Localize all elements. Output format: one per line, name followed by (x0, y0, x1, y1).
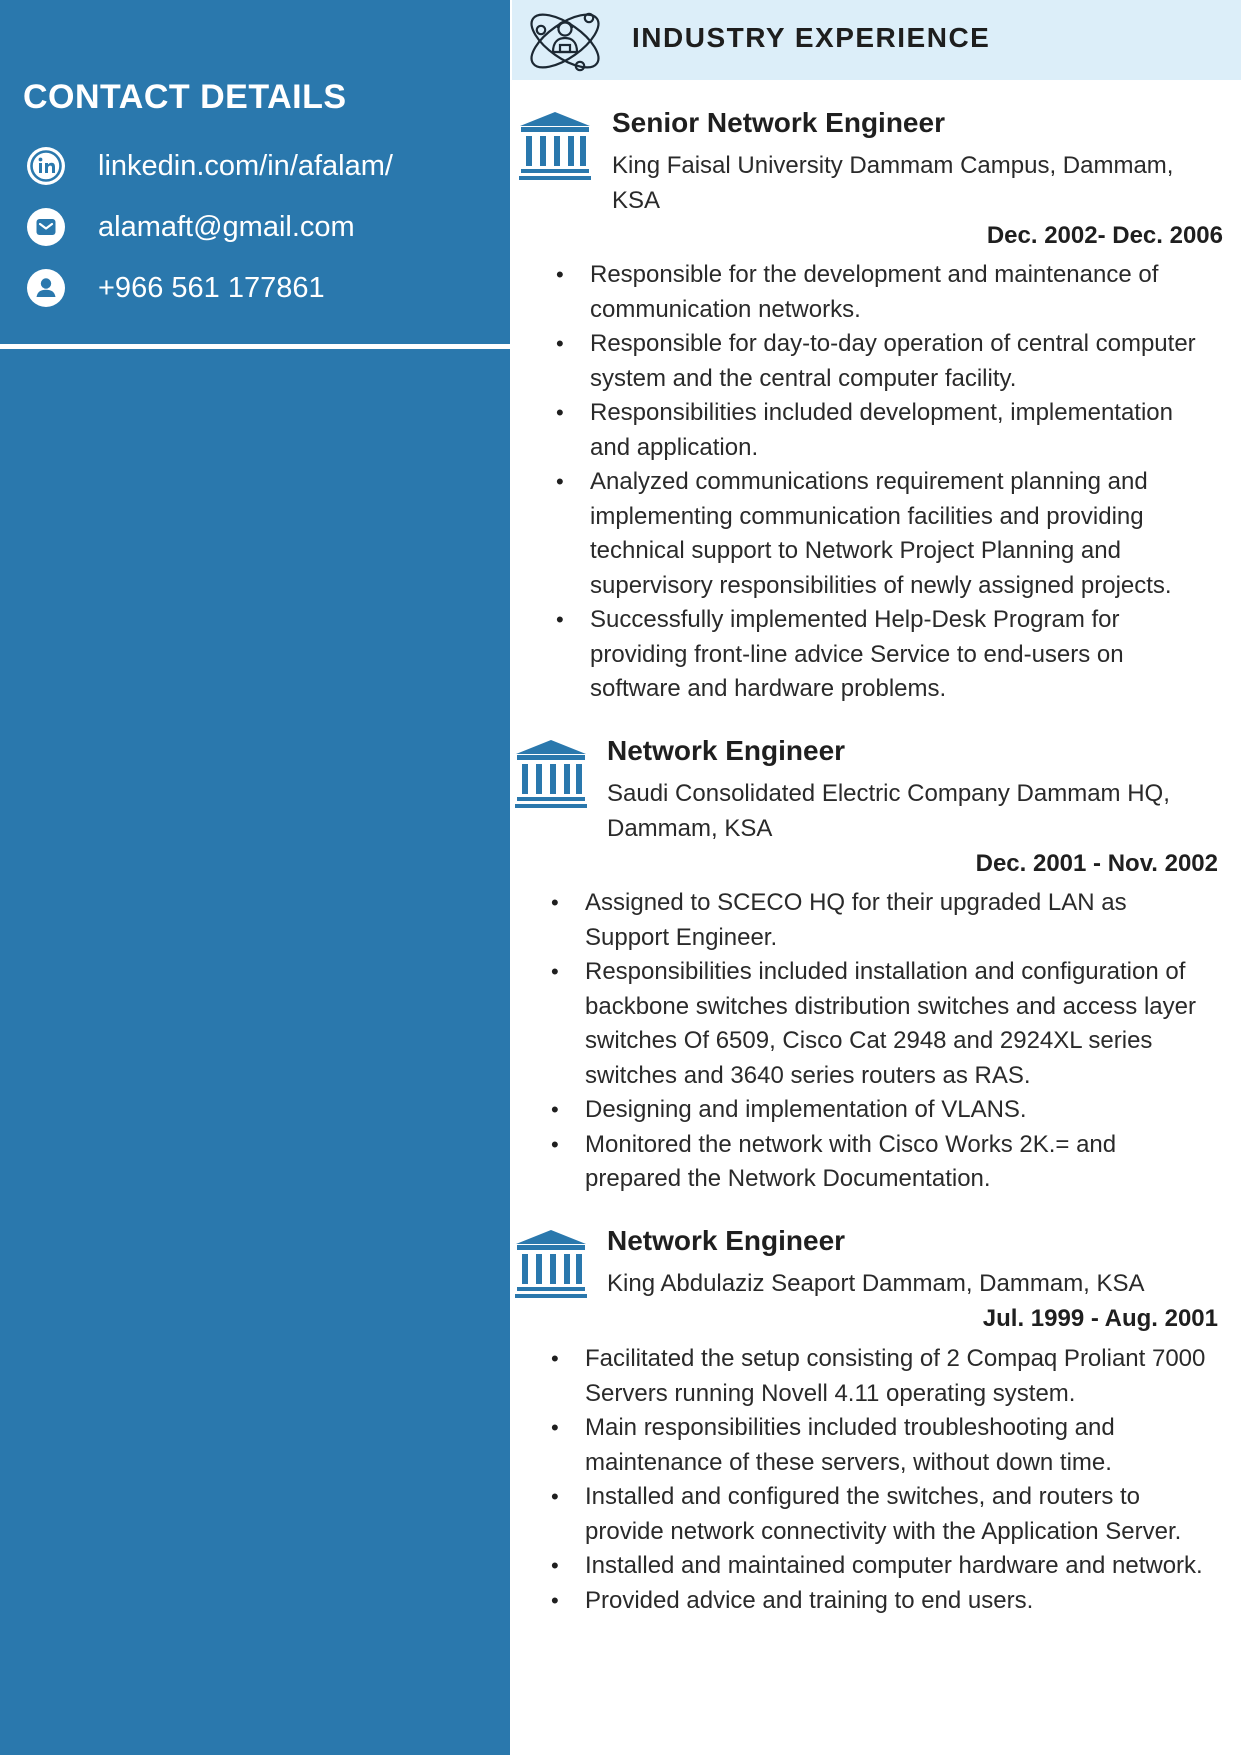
list-item: • Successfully implemented Help-Desk Program for providing front-line advice Service to end-users on software and hardware problems. (556, 603, 1216, 707)
phone-text[interactable]: +966 561 177861 (98, 271, 325, 304)
contact-email[interactable] (26, 207, 355, 247)
list-item: • Facilitated the setup consisting of 2 Compaq Proliant 7000 Servers running Novell 4.11 operating system. (551, 1342, 1223, 1411)
email-icon (26, 207, 66, 247)
contact-details-heading: CONTACT DETAILS (23, 78, 347, 116)
job-title: Network Engineer (607, 735, 846, 766)
email-text[interactable]: alamaft@gmail.com (98, 210, 355, 243)
list-item: • Responsibilities included installation and configuration of backbone switches distribution switches and access layer switches Of 6509, Cisco Cat 2948 and 2924XL series switches and 3640 series routers as RAS. (551, 955, 1216, 1093)
list-item: • Analyzed communications requirement planning and implementing communication facilities and providing technical support to Network Project Planning and supervisory responsibilities of newly assigned projects. (556, 465, 1216, 603)
sidebar-divider (0, 344, 510, 349)
list-item: • Designing and implementation of VLANS. (551, 1093, 1216, 1128)
bank-building-icon (514, 738, 588, 810)
company-line: Saudi Consolidated Electric Company Dammam HQ, (607, 780, 1170, 807)
company-name (612, 148, 1173, 218)
company-line: Dammam, KSA (607, 815, 773, 842)
list-item: • Responsibilities included development, implementation and application. (556, 396, 1216, 465)
company-line: KSA (612, 187, 661, 214)
list-item: • Assigned to SCECO HQ for their upgraded LAN as Support Engineer. (551, 886, 1216, 955)
atom-engineer-icon (522, 0, 608, 82)
user-icon (26, 268, 66, 308)
contact-phone[interactable] (26, 268, 325, 308)
bank-building-icon (518, 110, 592, 182)
list-item: • Responsible for day-to-day operation of central computer system and the central computer facility. (556, 327, 1216, 396)
job-dates: Dec. 2002- Dec. 2006 (986, 222, 1223, 249)
list-item: • Installed and configured the switches, and routers to provide network connectivity with the Application Server. (551, 1480, 1223, 1549)
contact-linkedin[interactable] (26, 146, 393, 186)
company-line: King Faisal University Dammam Campus, Dammam, (612, 152, 1174, 179)
responsibility-list (551, 886, 1216, 1197)
company-name (607, 1266, 1145, 1301)
job-dates: Jul. 1999 - Aug. 2001 (982, 1305, 1218, 1332)
list-item: • Installed and maintained computer hardware and network. (551, 1549, 1223, 1584)
list-item: • Main responsibilities included troubleshooting and maintenance of these servers, without down time. (551, 1411, 1223, 1480)
job-title: Senior Network Engineer (612, 107, 945, 138)
linkedin-text[interactable]: linkedin.com/in/afalam/ (98, 149, 393, 182)
job-title: Network Engineer (607, 1225, 846, 1256)
list-item: • Monitored the network with Cisco Works 2K.= and prepared the Network Documentation. (551, 1128, 1216, 1197)
company-line: King Abdulaziz Seaport Dammam, Dammam, KSA (607, 1270, 1145, 1297)
section-title: INDUSTRY EXPERIENCE (632, 22, 991, 53)
responsibility-list (551, 1342, 1223, 1618)
responsibility-list (556, 258, 1216, 707)
job-dates: Dec. 2001 - Nov. 2002 (975, 850, 1218, 877)
list-item: • Provided advice and training to end users. (551, 1584, 1223, 1619)
linkedin-icon (26, 146, 66, 186)
company-name (607, 776, 1170, 846)
list-item: • Responsible for the development and maintenance of communication networks. (556, 258, 1216, 327)
sidebar (0, 0, 510, 1755)
bank-building-icon (514, 1228, 588, 1300)
